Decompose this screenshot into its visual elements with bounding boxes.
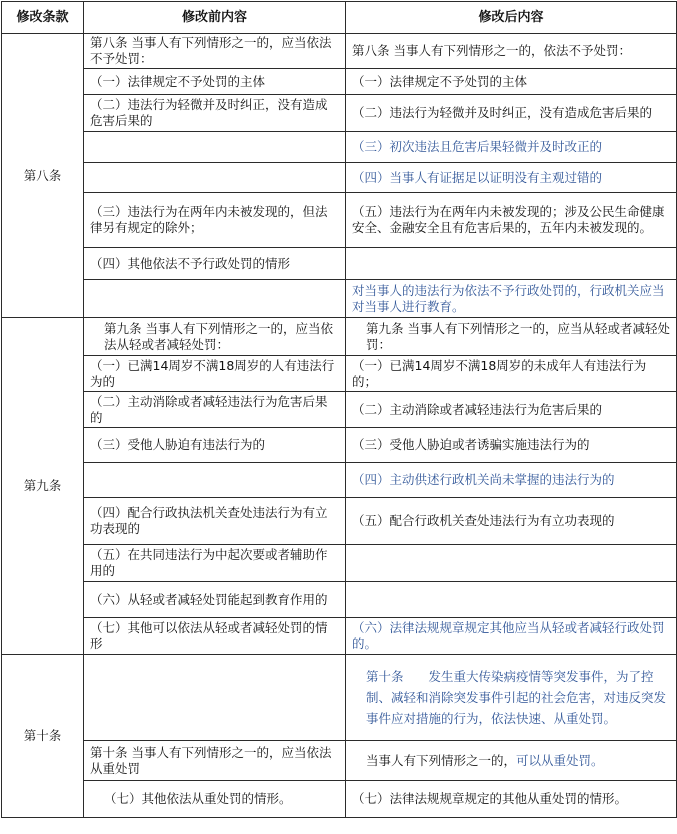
after-text-added: 可以从重处罚。	[516, 752, 604, 768]
table-row	[2, 781, 677, 818]
after-cell-added: （三）初次违法且危害后果轻微并及时改正的	[346, 132, 677, 163]
after-cell	[346, 582, 677, 618]
before-cell	[84, 655, 346, 741]
after-cell: （五）配合行政机关查处违法行为有立功表现的	[346, 498, 677, 545]
header-row	[2, 2, 677, 34]
before-cell: （二）主动消除或者减轻违法行为危害后果的	[84, 392, 346, 428]
before-cell	[84, 132, 346, 163]
table-row	[2, 392, 677, 428]
after-cell-added: （六）法律法规规章规定其他应当从轻或者减轻行政处罚的。	[346, 618, 677, 655]
table-row	[2, 248, 677, 280]
table-row	[2, 463, 677, 498]
before-cell: （三）受他人胁迫有违法行为的	[84, 428, 346, 463]
before-cell: 第十条 当事人有下列情形之一的，应当依法从重处罚	[84, 741, 346, 781]
before-cell: （二）违法行为轻微并及时纠正，没有造成危害后果的	[84, 95, 346, 132]
table-row	[2, 280, 677, 318]
before-cell: （七）其他可以依法从轻或者减轻处罚的情形	[84, 618, 346, 655]
table-row	[2, 545, 677, 582]
table-row	[2, 163, 677, 193]
before-cell: （四）配合行政执法机关查处违法行为有立功表现的	[84, 498, 346, 545]
table-row	[2, 428, 677, 463]
table-row	[2, 34, 677, 69]
after-cell: 第八条 当事人有下列情形之一的，依法不予处罚：	[346, 34, 677, 69]
after-cell: 第九条 当事人有下列情形之一的，应当从轻或者减轻处罚：	[346, 318, 677, 356]
before-cell: （六）从轻或者减轻处罚能起到教育作用的	[84, 582, 346, 618]
table-row	[2, 95, 677, 132]
after-cell: （三）受他人胁迫或者诱骗实施违法行为的	[346, 428, 677, 463]
before-cell: （三）违法行为在两年内未被发现的，但法律另有规定的除外；	[84, 193, 346, 248]
after-cell: （二）主动消除或者减轻违法行为危害后果的	[346, 392, 677, 428]
table-row	[2, 132, 677, 163]
after-cell	[346, 545, 677, 582]
after-cell: （一）法律规定不予处罚的主体	[346, 69, 677, 95]
before-cell: （一）法律规定不予处罚的主体	[84, 69, 346, 95]
table-row	[2, 618, 677, 655]
after-cell	[346, 248, 677, 280]
table-row	[2, 498, 677, 545]
before-cell: （七）其他依法从重处罚的情形。	[84, 781, 346, 818]
table-row	[2, 318, 677, 356]
header-article: 修改条款	[2, 2, 84, 34]
header-after: 修改后内容	[346, 2, 677, 34]
after-cell	[346, 741, 677, 781]
header-before: 修改前内容	[84, 2, 346, 34]
after-cell: （一）已满14周岁不满18周岁的未成年人有违法行为的；	[346, 356, 677, 392]
table-row	[2, 741, 677, 781]
before-cell: （一）已满14周岁不满18周岁的人有违法行为的	[84, 356, 346, 392]
after-text: 当事人有下列情形之一的，	[366, 752, 517, 768]
after-cell-added: 对当事人的违法行为依法不予行政处罚的，行政机关应当对当事人进行教育。	[346, 280, 677, 318]
before-cell: （五）在共同违法行为中起次要或者辅助作用的	[84, 545, 346, 582]
article-cell-10: 第十条	[2, 655, 84, 818]
before-cell	[84, 280, 346, 318]
after-cell: （二）违法行为轻微并及时纠正，没有造成危害后果的	[346, 95, 677, 132]
after-cell-added: 第十条 发生重大传染病疫情等突发事件，为了控制、减轻和消除突发事件引起的社会危害，对违反突发事件应对措施的行为，依法快速、从重处罚。	[346, 655, 677, 741]
table-row	[2, 356, 677, 392]
before-cell: 第九条 当事人有下列情形之一的，应当依法从轻或者减轻处罚：	[84, 318, 346, 356]
table-row	[2, 582, 677, 618]
article-cell-8: 第八条	[2, 34, 84, 318]
after-cell: （七）法律法规规章规定的其他从重处罚的情形。	[346, 781, 677, 818]
before-cell: （四）其他依法不予行政处罚的情形	[84, 248, 346, 280]
article-cell-9: 第九条	[2, 318, 84, 655]
table-row	[2, 193, 677, 248]
table-row	[2, 655, 677, 741]
before-cell: 第八条 当事人有下列情形之一的，应当依法不予处罚：	[84, 34, 346, 69]
before-cell	[84, 163, 346, 193]
table-row	[2, 69, 677, 95]
after-cell: （五）违法行为在两年内未被发现的；涉及公民生命健康安全、金融安全且有危害后果的，五年内未被发现的。	[346, 193, 677, 248]
before-cell	[84, 463, 346, 498]
after-cell-added: （四）当事人有证据足以证明没有主观过错的	[346, 163, 677, 193]
comparison-table	[1, 1, 677, 818]
after-cell-added: （四）主动供述行政机关尚未掌握的违法行为的	[346, 463, 677, 498]
